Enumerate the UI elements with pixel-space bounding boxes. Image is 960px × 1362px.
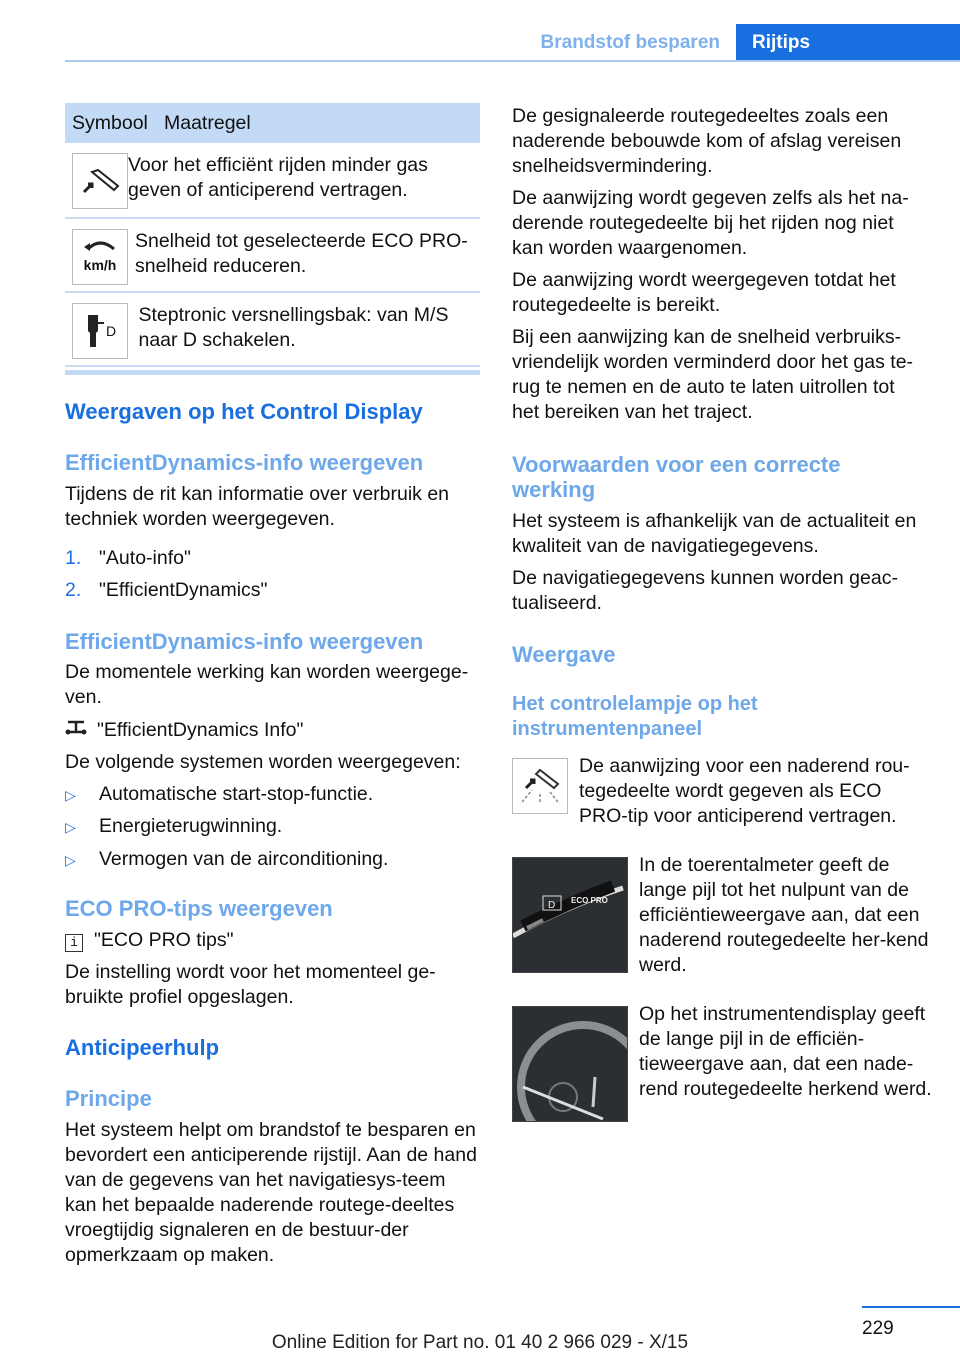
paragraph: De volgende systemen worden weergegeven: bbox=[65, 751, 461, 773]
col-maatregel: Maatregel bbox=[164, 112, 251, 134]
table-header bbox=[65, 103, 480, 143]
heading-controlelampje: Het controlelampje op het instrumentenpaneel bbox=[512, 693, 758, 740]
image-label-d: D bbox=[548, 900, 556, 911]
page-number: 229 bbox=[862, 1318, 894, 1339]
paragraph: De navigatiegegevens kunnen worden geac-tualiseerd. bbox=[512, 567, 898, 614]
table-row bbox=[65, 293, 480, 367]
footer-edition: Online Edition for Part no. 01 40 2 966 029 - X/15 bbox=[271, 1332, 689, 1353]
bullet-item: ▷ Energieterugwinning. bbox=[65, 814, 480, 840]
foot-off-pedal-icon bbox=[72, 153, 128, 209]
anticipation-warning-icon bbox=[512, 758, 568, 814]
paragraph: De aanwijzing voor een naderend rou-tegedeelte wordt gegeven als ECO PRO-tip voor anticiperend vertragen. bbox=[579, 755, 910, 827]
bullet-item: ▷ Automatische start-stop-functie. bbox=[65, 782, 480, 808]
bullet-item: ▷ Vermogen van de airconditioning. bbox=[65, 847, 480, 873]
heading-weergave: Weergave bbox=[512, 642, 616, 667]
heading-eco-pro-tips: ECO PRO-tips weergeven bbox=[65, 896, 333, 921]
gear-selector-icon: D bbox=[72, 303, 128, 359]
heading-control-display: Weergaven op het Control Display bbox=[65, 399, 423, 424]
table-cell-text: Steptronic versnellingsbak: van M/S naar D schakelen. bbox=[138, 304, 449, 351]
table-row bbox=[65, 143, 480, 219]
paragraph: De aanwijzing wordt gegeven zelfs als het na-derende routegedeelte bij het rijden nog niet kan worden waargenomen. bbox=[512, 187, 909, 259]
heading-ed-info-1: EfficientDynamics-info weergeven bbox=[65, 450, 424, 475]
paragraph: De momentele werking kan worden weergege-ven. bbox=[65, 661, 469, 708]
ed-info-line: "EfficientDynamics Info" bbox=[65, 718, 480, 743]
step-item: 2. "EfficientDynamics" bbox=[65, 579, 268, 601]
paragraph: Bij een aanwijzing kan de snelheid verbruiks-vriendelijk worden verminderd door het gas te-rug te nemen en de auto te laten uitrollen tot het bereiken van het traject. bbox=[512, 326, 914, 423]
bullet-triangle-icon: ▷ bbox=[65, 852, 76, 868]
paragraph: Tijdens de rit kan informatie over verbruik en techniek worden weergegeven. bbox=[65, 483, 450, 530]
image-label-eco-pro: ECO PRO bbox=[571, 896, 608, 905]
paragraph: De instelling wordt voor het momenteel ge-bruikte profiel opgeslagen. bbox=[65, 961, 436, 1008]
table-cell-text: Voor het efficiënt rijden minder gas geven of anticiperend vertragen. bbox=[128, 154, 428, 201]
tachometer-eco-pro-image bbox=[512, 857, 628, 973]
paragraph: In de toerentalmeter geeft de lange pijl tot het nulpunt van de efficiëntieweergave aan, dat een naderend routegedeelte her-kend werd. bbox=[639, 854, 929, 976]
instrument-display-image bbox=[512, 1006, 628, 1122]
heading-ed-info-2: EfficientDynamics-info weergeven bbox=[65, 629, 424, 654]
page-number-rule bbox=[862, 1306, 960, 1308]
header-tab-rijtips[interactable]: Rijtips bbox=[736, 24, 960, 62]
heading-principe: Principe bbox=[65, 1086, 152, 1111]
header-section[interactable]: Brandstof besparen bbox=[540, 32, 720, 53]
paragraph: De aanwijzing wordt weergegeven totdat het routegedeelte is bereikt. bbox=[512, 269, 896, 316]
symbol-table bbox=[65, 103, 480, 375]
paragraph: Het systeem is afhankelijk van de actualiteit en kwaliteit van de navigatiegegevens. bbox=[512, 510, 917, 557]
paragraph: Het systeem helpt om brandstof te besparen en bevordert een anticiperende rijstijl. Aan de hand van de gegevens van het navigatiesys-teem kan het bepaalde naderende routege-deeltes vroegtijdig signaleren en de bestuur-der opmerkzaam op maken. bbox=[65, 1119, 477, 1266]
efficient-dynamics-icon bbox=[65, 718, 97, 743]
bullet-triangle-icon: ▷ bbox=[65, 819, 76, 835]
heading-voorwaarden: Voorwaarden voor een correcte werking bbox=[512, 452, 841, 502]
step-item: 1. "Auto-info" bbox=[65, 547, 191, 569]
table-cell-text: Snelheid tot geselecteerde ECO PRO-snelheid reduceren. bbox=[134, 230, 468, 277]
header-rule bbox=[65, 60, 960, 62]
paragraph: Op het instrumentendisplay geeft de lange pijl in de efficiën-tieweergave aan, dat een nade-rend routegedeelte herkend werd. bbox=[639, 1003, 932, 1100]
col-symbool: Symbool bbox=[72, 112, 148, 134]
heading-anticipeerhulp: Anticipeerhulp bbox=[65, 1035, 220, 1060]
eco-tips-line: i "ECO PRO tips" bbox=[65, 928, 480, 953]
paragraph: De gesignaleerde routegedeeltes zoals een naderende bebouwde kom of afslag vereisen snelheidsvermindering. bbox=[512, 105, 902, 177]
bullet-triangle-icon: ▷ bbox=[65, 787, 76, 803]
info-icon: i bbox=[65, 928, 94, 953]
table-end-rule bbox=[65, 370, 480, 375]
speed-reduce-icon: km/h bbox=[72, 229, 128, 285]
table-row bbox=[65, 219, 480, 293]
